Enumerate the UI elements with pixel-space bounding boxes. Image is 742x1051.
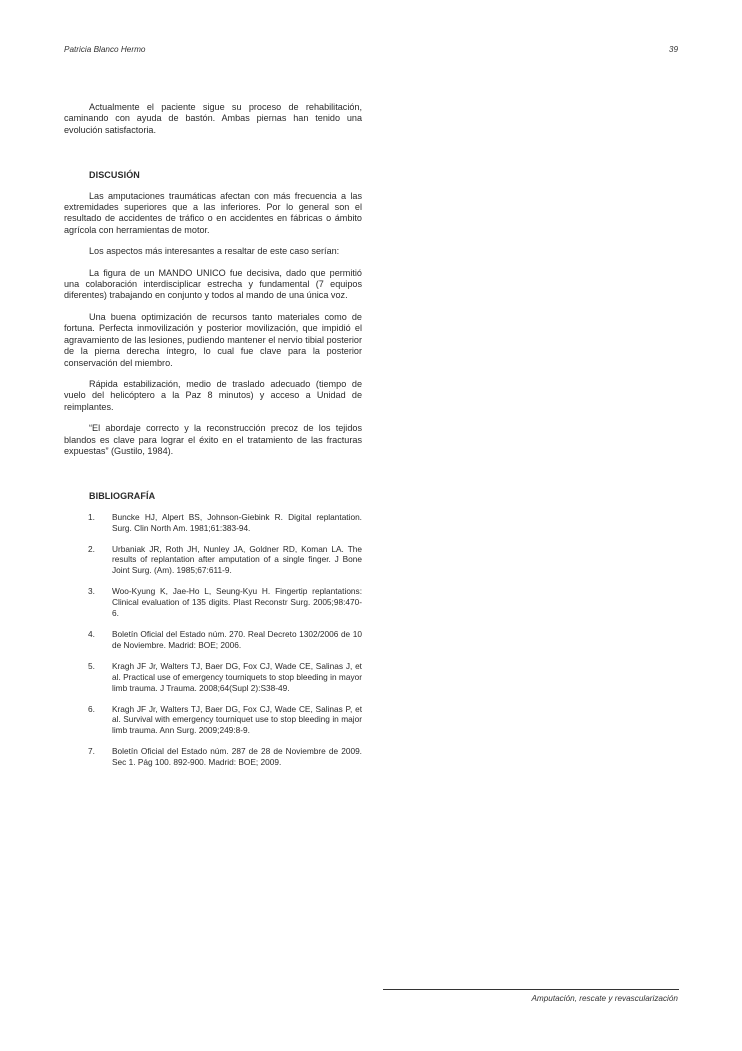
bibliography-number: 5. bbox=[88, 660, 95, 671]
bibliography-number: 3. bbox=[88, 586, 95, 597]
bibliography-item bbox=[64, 661, 362, 694]
bibliography-item bbox=[64, 544, 362, 577]
bibliography-item bbox=[64, 704, 362, 737]
bibliography-number: 4. bbox=[88, 629, 95, 639]
discussion-paragraph: Una buena optimización de recursos tanto materiales como de fortuna. Perfecta inmovilización y posterior movilización, que impidió el agravamiento de las lesiones, pudiendo mantener el nervio tibial posterior de la pierna derecha íntegro, lo cual fue clave para la posterior conservación del miembro. bbox=[64, 311, 362, 368]
bibliography-item bbox=[64, 746, 362, 768]
bibliography-item bbox=[64, 512, 362, 534]
bibliography-number: 7. bbox=[88, 746, 95, 757]
bibliography-text: Buncke HJ, Alpert BS, Johnson-Giebink R. Digital replantation. Surg. Clin North Am. 1981;61:383-94. bbox=[112, 511, 362, 533]
discussion-paragraph: Los aspectos más interesantes a resaltar de este caso serían: bbox=[89, 246, 340, 257]
bibliography-text: Kragh JF Jr, Walters TJ, Baer DG, Fox CJ, Wade CE, Salinas J, et al. Practical use of emergency tourniquets to stop bleeding in mayor limb trauma. J Trauma. 2008;64(Supl 2):S38-49. bbox=[112, 660, 362, 693]
bibliography-text: Boletín Oficial del Estado núm. 287 de 28 de Noviembre de 2009. Sec 1. Pág 100. 892-900. Madrid: BOE; 2009. bbox=[112, 746, 362, 768]
bibliography-item bbox=[64, 586, 362, 619]
bibliography-number: 2. bbox=[88, 543, 95, 554]
bibliography-text: Kragh JF Jr, Walters TJ, Baer DG, Fox CJ, Wade CE, Salinas P, et al. Survival with emergency tourniquet use to stop bleeding in major limb trauma. Ann Surg. 2009;249:8-9. bbox=[112, 703, 362, 736]
header-page-number: 39 bbox=[668, 45, 678, 54]
discussion-paragraph: Rápida estabilización, medio de traslado adecuado (tiempo de vuelo del helicóptero a la Paz 8 minutos) y acceso a Unidad de reimplantes. bbox=[64, 378, 362, 412]
bibliography-text: Woo-Kyung K, Jae-Ho L, Seung-Kyu H. Fingertip replantations: Clinical evaluation of 135 digits. Plast Reconstr Surg. 2005;98:470-6. bbox=[112, 586, 362, 619]
footer-running-title: Amputación, rescate y revascularización bbox=[531, 994, 678, 1003]
bibliography-number: 6. bbox=[88, 703, 95, 714]
discussion-heading: DISCUSIÓN bbox=[89, 170, 140, 181]
footer-divider bbox=[383, 989, 679, 990]
text-column bbox=[64, 102, 362, 778]
bibliography-heading: BIBLIOGRAFÍA bbox=[89, 491, 156, 502]
discussion-paragraph: “El abordaje correcto y la reconstrucción precoz de los tejidos blandos es clave para lograr el éxito en el tratamiento de las fracturas expuestas” (Gustilo, 1984). bbox=[64, 423, 362, 456]
header-author: Patricia Blanco Hermo bbox=[64, 45, 146, 54]
intro-paragraph: Actualmente el paciente sigue su proceso de rehabilitación, caminando con ayuda de bastón. Ambas piernas han tenido una evolución satisfactoria. bbox=[64, 102, 362, 135]
bibliography-text: Boletín Oficial del Estado núm. 270. Real Decreto 1302/2006 de 10 de Noviembre. Madrid: BOE; 2006. bbox=[112, 629, 362, 650]
discussion-paragraph: Las amputaciones traumáticas afectan con más frecuencia a las extremidades superiores que a las inferiores. Por lo general son el resultado de accidentes de tráfico o en accidentes en fábricas o ámbito agrícola con herramientas de motor. bbox=[64, 190, 362, 235]
bibliography-list bbox=[64, 512, 362, 768]
bibliography-number: 1. bbox=[88, 511, 95, 522]
bibliography-text: Urbaniak JR, Roth JH, Nunley JA, Goldner RD, Koman LA. The results of replantation after amputation of a single finger. J Bone Joint Surg. (Am). 1985;67:611-9. bbox=[112, 543, 362, 576]
discussion-paragraph: La figura de un MANDO UNICO fue decisiva, dado que permitió una colaboración interdisciplicar estrecha y fundamental (7 equipos diferentes) trabajando en conjunto y todos al mando de una única voz. bbox=[64, 267, 362, 301]
bibliography-item bbox=[64, 629, 362, 651]
